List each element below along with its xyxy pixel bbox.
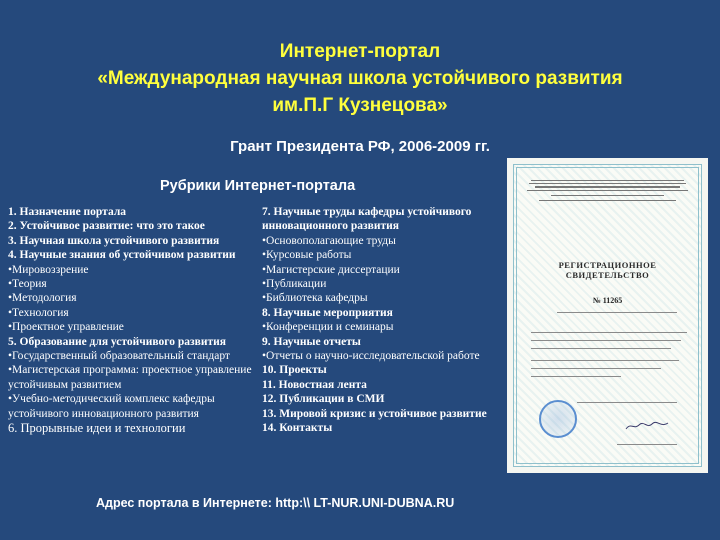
portal-address: Адрес портала в Интернете: http:\\ LT-NUR.UNI-DUBNA.RU	[96, 496, 455, 510]
certificate-text-line	[577, 402, 677, 403]
certificate-text-line	[531, 340, 681, 341]
rubric-item: 9. Научные отчеты	[262, 335, 361, 348]
rubric-item: 13. Мировой кризис и устойчивое развитие	[262, 407, 487, 420]
rubric-item: 5. Образование для устойчивого развития	[8, 335, 226, 348]
certificate-header-lines	[525, 178, 690, 203]
certificate-border	[513, 164, 702, 467]
rubrics-heading: Рубрики Интернет-портала	[160, 178, 356, 194]
certificate-text-line	[617, 444, 677, 445]
rubric-subitem: •Магистерская программа: проектное управление устойчивым развитием	[8, 364, 252, 391]
stamp-icon	[539, 400, 577, 438]
rubric-subitem: •Конференции и семинары	[262, 321, 394, 334]
rubrics-right-column	[262, 205, 502, 436]
rubric-subitem: •Проектное управление	[8, 321, 124, 334]
rubric-subitem: •Методология	[8, 292, 77, 305]
certificate-text-line	[531, 332, 687, 333]
rubric-subitem: •Государственный образовательный стандарт	[8, 350, 230, 363]
rubric-item: 4. Научные знания об устойчивом развитии	[8, 249, 236, 262]
portal-title	[60, 38, 660, 119]
certificate-title: РЕГИСТРАЦИОННОЕ СВИДЕТЕЛЬСТВО	[558, 260, 657, 280]
certificate-text-line	[531, 360, 679, 361]
certificate-text-line	[531, 348, 671, 349]
registration-certificate-image	[507, 158, 708, 473]
rubric-item: 8. Научные мероприятия	[262, 306, 393, 319]
rubric-subitem: •Магистерские диссертации	[262, 263, 400, 276]
rubric-subitem: •Учебно-методический комплекс кафедры устойчивого инновационного развития	[8, 393, 215, 420]
certificate-text-line	[557, 312, 677, 313]
rubric-item: 11. Новостная лента	[262, 378, 367, 391]
rubric-item: 12. Публикации в СМИ	[262, 393, 385, 406]
rubric-subitem: •Технология	[8, 306, 69, 319]
rubric-item: 7. Научные труды кафедры устойчивого инновационного развития	[262, 206, 472, 233]
grant-text: Грант Президента РФ, 2006-2009 гг.	[230, 138, 490, 155]
certificate-text-line	[531, 376, 621, 377]
rubric-subitem: •Мировоззрение	[8, 263, 89, 276]
signature-icon	[625, 421, 669, 431]
title-line-2: «Международная научная школа устойчивого развития	[97, 68, 623, 89]
rubric-item: 2. Устойчивое развитие: что это такое	[8, 220, 205, 233]
rubric-item: 10. Проекты	[262, 364, 327, 377]
rubric-item: 14. Контакты	[262, 422, 333, 435]
rubrics-left-column	[8, 205, 256, 436]
certificate-number: № 11265	[592, 296, 623, 305]
rubric-subitem: •Теория	[8, 278, 47, 291]
rubric-subitem: •Курсовые работы	[262, 249, 352, 262]
rubric-subitem: •Публикации	[262, 278, 327, 291]
title-line-1: Интернет-портал	[279, 41, 441, 62]
certificate-text-line	[531, 368, 661, 369]
title-line-3: им.П.Г Кузнецова»	[272, 95, 448, 116]
rubric-item: 6. Прорывные идеи и технологии	[8, 421, 186, 436]
rubric-item: 3. Научная школа устойчивого развития	[8, 234, 220, 247]
rubric-subitem: •Библиотека кафедры	[262, 292, 368, 305]
rubric-item: 1. Назначение портала	[8, 206, 127, 218]
rubric-subitem: •Основополагающие труды	[262, 234, 396, 247]
rubric-subitem: •Отчеты о научно-исследовательской работе	[262, 350, 480, 363]
